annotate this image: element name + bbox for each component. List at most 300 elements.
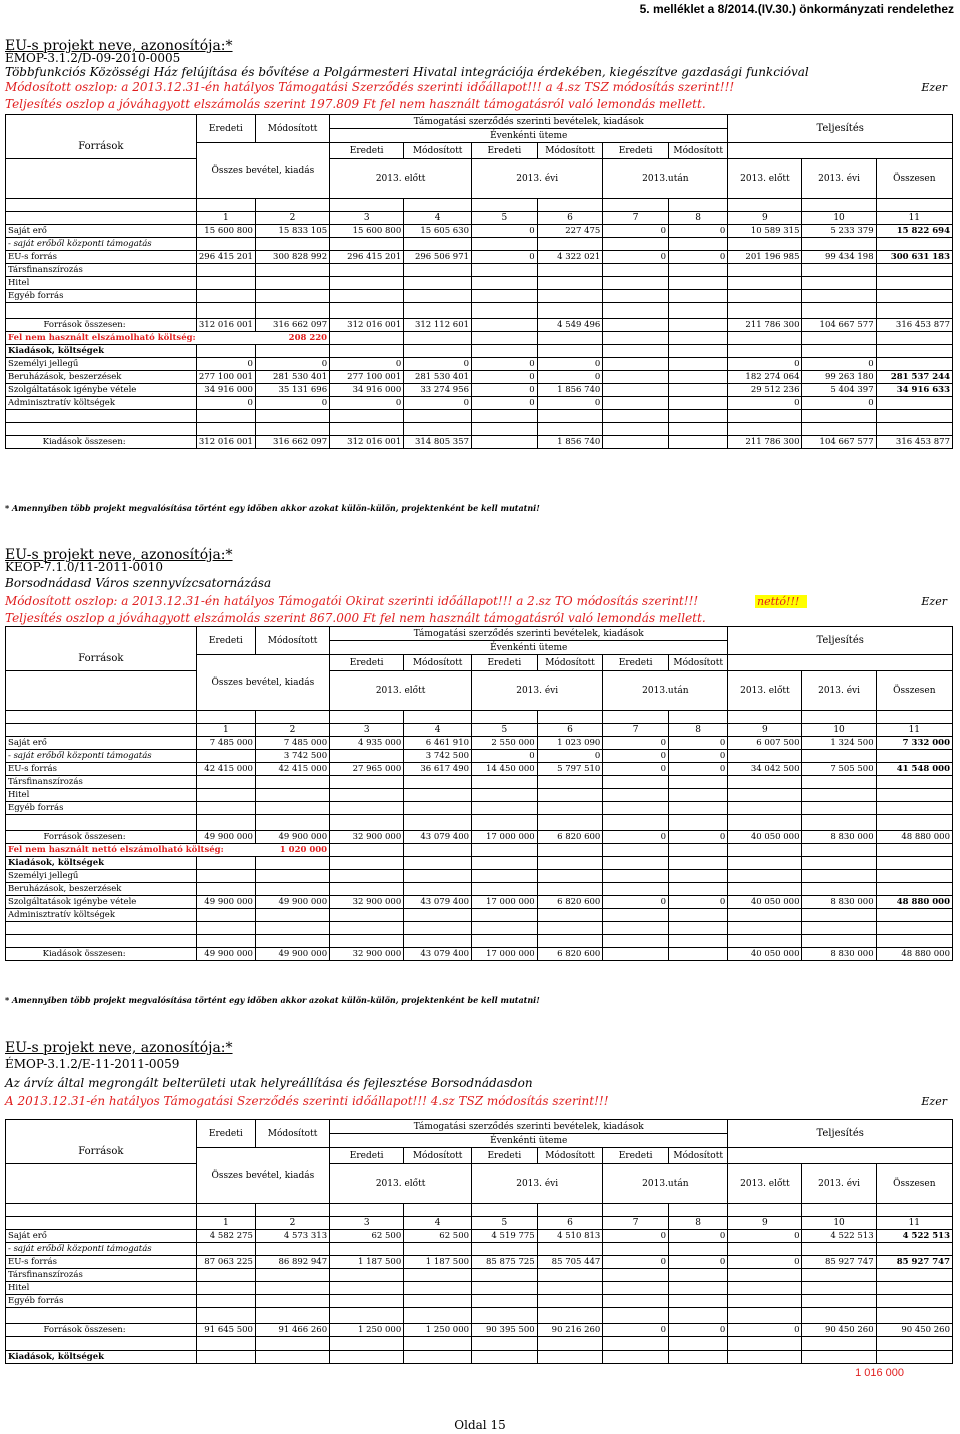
cell-value: 90 450 260	[876, 1324, 952, 1337]
cell-value: 0	[603, 1324, 669, 1337]
cell-value: 0	[472, 750, 538, 763]
cell-value: 43 079 400	[404, 831, 472, 844]
project-heading: EU-s projekt neve, azonosítója:*	[5, 38, 233, 54]
cell-value: 4 510 813	[537, 1230, 603, 1243]
table-row	[6, 238, 953, 251]
cell-value: 277 100 001	[196, 371, 255, 384]
financial-table	[5, 1119, 953, 1364]
cell-value: 316 662 097	[255, 319, 329, 332]
header-modositott: Módosított	[537, 1148, 603, 1164]
cell-value: 312 016 001	[330, 319, 404, 332]
cell-value: 312 112 601	[404, 319, 472, 332]
header-eredeti: Eredeti	[330, 655, 404, 671]
table-row	[6, 264, 953, 277]
cell-value: 14 450 000	[472, 763, 538, 776]
cell-value	[669, 397, 728, 410]
table-row	[6, 870, 953, 883]
cell-value: 3 742 500	[404, 750, 472, 763]
project-id: ÉMOP-3.1.2/D-09-2010-0005	[5, 51, 181, 65]
cell-value: 1 250 000	[330, 1324, 404, 1337]
col-number: 6	[537, 212, 603, 225]
column-numbers-row	[6, 724, 953, 737]
cell-value: 312 016 001	[196, 436, 255, 449]
cell-value: 277 100 001	[330, 371, 404, 384]
header-forrasok: Források	[6, 115, 197, 159]
cell-value: 0	[603, 1256, 669, 1269]
cell-value: 1 187 500	[330, 1256, 404, 1269]
header-utan: 2013.után	[603, 159, 728, 199]
cell-value: 0	[802, 358, 876, 371]
table-row	[6, 1256, 953, 1269]
table-row	[6, 1243, 953, 1256]
cell-value: 48 880 000	[876, 948, 952, 961]
cell-value: 1 187 500	[404, 1256, 472, 1269]
cell-value: 296 506 971	[404, 251, 472, 264]
cell-value: 5 404 397	[802, 384, 876, 397]
cell-value: 0	[669, 896, 728, 909]
column-numbers-row	[6, 1217, 953, 1230]
header-elott: 2013. előtt	[728, 1164, 802, 1204]
project-heading: EU-s projekt neve, azonosítója:*	[5, 547, 233, 563]
cell-value: 29 512 236	[728, 384, 802, 397]
row-label: Társfinanszírozás	[6, 264, 197, 277]
col-number: 9	[728, 212, 802, 225]
table-row	[6, 397, 953, 410]
page-header: 5. melléklet a 8/2014.(IV.30.) önkormányzati rendelethez	[639, 2, 954, 16]
header-elott: 2013. előtt	[330, 671, 472, 711]
cell-value: 211 786 300	[728, 319, 802, 332]
row-label: - saját erőből központi támogatás	[6, 1243, 197, 1256]
header-modositott: Módosított	[255, 627, 329, 655]
header-evi: 2013. évi	[802, 159, 876, 199]
cell-value: 62 500	[404, 1230, 472, 1243]
cell-value: 6 820 600	[537, 948, 603, 961]
header-elott: 2013. előtt	[330, 159, 472, 199]
cell-value	[603, 436, 669, 449]
completion-note: Teljesítés oszlop a jóváhagyott elszámolás szerint 867.000 Ft fel nem használt támogatásról való lemondás mellett.	[5, 611, 706, 625]
header-evi: 2013. évi	[472, 671, 603, 711]
cell-value: 300 631 183	[876, 251, 952, 264]
table-row	[6, 1295, 953, 1308]
header-evenkenti: Évenkénti üteme	[330, 129, 728, 143]
table-row	[6, 358, 953, 371]
table-row	[6, 909, 953, 922]
cell-value: 8 830 000	[802, 948, 876, 961]
unused-cost-value: 208 220	[196, 332, 329, 345]
header-tamogatasi: Támogatási szerződés szerinti bevételek, kiadások	[330, 1120, 728, 1134]
col-number: 4	[404, 1217, 472, 1230]
cell-value: 0	[330, 358, 404, 371]
col-number: 5	[472, 724, 538, 737]
cell-value	[472, 436, 538, 449]
cell-value: 0	[330, 397, 404, 410]
cell-value: 3 742 500	[255, 750, 329, 763]
row-label: Források összesen:	[6, 831, 197, 844]
modification-note: Módosított oszlop: a 2013.12.31-én hatályos Támogatói Okirat szerinti időállapot!!! a 2.sz TO módosítás szerint!!!	[5, 594, 699, 608]
cell-value: 0	[669, 1256, 728, 1269]
financial-table	[5, 114, 953, 449]
header-osszes: Összes bevétel, kiadás	[196, 1148, 329, 1204]
cell-value	[669, 358, 728, 371]
cell-value: 34 042 500	[728, 763, 802, 776]
financial-table	[5, 626, 953, 961]
header-modositott: Módosított	[404, 1148, 472, 1164]
cell-value: 40 050 000	[728, 831, 802, 844]
header-evi: 2013. évi	[472, 159, 603, 199]
cell-value: 0	[472, 371, 538, 384]
cell-value	[603, 358, 669, 371]
row-label: Kiadások, költségek	[6, 857, 197, 870]
cell-value: 0	[603, 737, 669, 750]
cell-value: 0	[669, 750, 728, 763]
cell-value: 312 016 001	[330, 436, 404, 449]
cell-value: 4 549 496	[537, 319, 603, 332]
header-elott: 2013. előtt	[330, 1164, 472, 1204]
cell-value	[669, 948, 728, 961]
cell-value: 0	[603, 251, 669, 264]
header-modositott: Módosított	[669, 655, 728, 671]
cell-value: 17 000 000	[472, 896, 538, 909]
cell-value: 314 805 357	[404, 436, 472, 449]
col-number: 6	[537, 1217, 603, 1230]
row-label: Beruházások, beszerzések	[6, 883, 197, 896]
cell-value: 10 589 315	[728, 225, 802, 238]
table-row-total	[6, 319, 953, 332]
cell-value: 6 461 910	[404, 737, 472, 750]
table-row	[6, 750, 953, 763]
header-osszesen: Összesen	[876, 1164, 952, 1204]
row-label: Társfinanszírozás	[6, 776, 197, 789]
row-label: Hitel	[6, 789, 197, 802]
cell-value: 0	[669, 763, 728, 776]
row-label: Adminisztratív költségek	[6, 909, 197, 922]
row-label: Adminisztratív költségek	[6, 397, 197, 410]
cell-value: 0	[728, 1230, 802, 1243]
cell-value: 7 485 000	[255, 737, 329, 750]
cell-value	[196, 750, 255, 763]
row-label: Saját erő	[6, 737, 197, 750]
cell-value: 104 667 577	[802, 436, 876, 449]
col-number: 9	[728, 724, 802, 737]
row-label: Kiadások összesen:	[6, 948, 197, 961]
col-number: 11	[876, 212, 952, 225]
col-number: 10	[802, 724, 876, 737]
cell-value: 49 900 000	[255, 831, 329, 844]
col-number: 8	[669, 724, 728, 737]
col-number: 9	[728, 1217, 802, 1230]
column-numbers-row	[6, 212, 953, 225]
cell-value	[603, 384, 669, 397]
cell-value: 42 415 000	[196, 763, 255, 776]
cell-value: 211 786 300	[728, 436, 802, 449]
cell-value	[669, 384, 728, 397]
cell-value: 4 522 513	[876, 1230, 952, 1243]
cell-value: 5 797 510	[537, 763, 603, 776]
header-eredeti: Eredeti	[330, 1148, 404, 1164]
row-label: Saját erő	[6, 1230, 197, 1243]
header-teljesites: Teljesítés	[728, 1120, 953, 1148]
cell-value	[669, 436, 728, 449]
cell-value: 4 935 000	[330, 737, 404, 750]
unit-label: Ezer	[921, 595, 947, 608]
cell-value: 5 233 379	[802, 225, 876, 238]
cell-value: 0	[669, 737, 728, 750]
cell-value: 0	[537, 750, 603, 763]
cell-value: 48 880 000	[876, 831, 952, 844]
cell-value: 0	[728, 1256, 802, 1269]
row-label: Források összesen:	[6, 319, 197, 332]
cell-value: 6 820 600	[537, 896, 603, 909]
header-osszes: Összes bevétel, kiadás	[196, 143, 329, 199]
cell-value: 32 900 000	[330, 831, 404, 844]
cell-value: 281 537 244	[876, 371, 952, 384]
header-eredeti: Eredeti	[603, 143, 669, 159]
header-teljesites: Teljesítés	[728, 115, 953, 143]
cell-value: 227 475	[537, 225, 603, 238]
table-row	[6, 763, 953, 776]
cell-value: 43 079 400	[404, 896, 472, 909]
row-label: - saját erőből központi támogatás	[6, 238, 197, 251]
table-row	[6, 1282, 953, 1295]
table-row	[6, 776, 953, 789]
cell-value: 0	[603, 225, 669, 238]
page-footer: Oldal 15	[454, 1418, 506, 1432]
cell-value: 1 856 740	[537, 384, 603, 397]
cell-value: 40 050 000	[728, 948, 802, 961]
header-modositott: Módosított	[669, 143, 728, 159]
cell-value: 15 600 800	[196, 225, 255, 238]
row-label: Források összesen:	[6, 1324, 197, 1337]
row-label: Személyi jellegű	[6, 358, 197, 371]
cell-value: 0	[669, 831, 728, 844]
cell-value: 0	[537, 371, 603, 384]
cell-value: 0	[472, 358, 538, 371]
table-row	[6, 1269, 953, 1282]
cell-value: 0	[404, 358, 472, 371]
col-number: 3	[330, 212, 404, 225]
cell-value: 0	[669, 225, 728, 238]
table-row	[6, 225, 953, 238]
table-row-total	[6, 436, 953, 449]
cell-value: 34 916 000	[196, 384, 255, 397]
table-row	[6, 802, 953, 815]
completion-note: Teljesítés oszlop a jóváhagyott elszámolás szerint 197.809 Ft fel nem használt támogatásról való lemondás mellett.	[5, 97, 706, 111]
project-heading: EU-s projekt neve, azonosítója:*	[5, 1040, 233, 1056]
table-row	[6, 737, 953, 750]
cell-value: 32 900 000	[330, 896, 404, 909]
col-number: 6	[537, 724, 603, 737]
cell-value: 0	[669, 1230, 728, 1243]
cell-value: 15 600 800	[330, 225, 404, 238]
cell-value: 99 263 180	[802, 371, 876, 384]
cell-value: 15 605 630	[404, 225, 472, 238]
cell-value: 0	[728, 1324, 802, 1337]
cell-value	[876, 750, 952, 763]
cell-value: 34 916 000	[330, 384, 404, 397]
cell-value: 7 485 000	[196, 737, 255, 750]
cell-value: 17 000 000	[472, 831, 538, 844]
table-row	[6, 789, 953, 802]
col-number: 3	[330, 724, 404, 737]
col-number: 10	[802, 1217, 876, 1230]
cell-value: 316 453 877	[876, 319, 952, 332]
table-row	[6, 371, 953, 384]
cell-value: 35 131 696	[255, 384, 329, 397]
col-number: 1	[196, 724, 255, 737]
cell-value	[876, 397, 952, 410]
project-id: ÉMOP-3.1.2/E-11-2011-0059	[5, 1057, 180, 1071]
cell-value: 1 023 090	[537, 737, 603, 750]
cell-value: 4 582 275	[196, 1230, 255, 1243]
header-modositott: Módosított	[537, 655, 603, 671]
row-label: Egyéb forrás	[6, 1295, 197, 1308]
cell-value	[472, 319, 538, 332]
cell-value: 4 573 313	[255, 1230, 329, 1243]
table-row	[6, 1230, 953, 1243]
header-modositott: Módosított	[404, 655, 472, 671]
project-name: Borsodnádasd Város szennyvízcsatornázása	[5, 576, 272, 590]
cell-value: 49 900 000	[196, 896, 255, 909]
cell-value: 0	[255, 358, 329, 371]
cell-value: 0	[802, 397, 876, 410]
cell-value: 0	[537, 358, 603, 371]
cell-value	[669, 371, 728, 384]
cell-value: 104 667 577	[802, 319, 876, 332]
table-row-total	[6, 1324, 953, 1337]
cell-value: 90 450 260	[802, 1324, 876, 1337]
cell-value: 0	[472, 225, 538, 238]
header-eredeti: Eredeti	[472, 655, 538, 671]
cell-value: 86 892 947	[255, 1256, 329, 1269]
header-modositott: Módosított	[404, 143, 472, 159]
col-number: 4	[404, 724, 472, 737]
cell-value: 33 274 956	[404, 384, 472, 397]
cell-value: 182 274 064	[728, 371, 802, 384]
cell-value: 99 434 198	[802, 251, 876, 264]
cell-value: 4 322 021	[537, 251, 603, 264]
cell-value: 7 505 500	[802, 763, 876, 776]
cell-value: 0	[472, 251, 538, 264]
header-tamogatasi: Támogatási szerződés szerinti bevételek, kiadások	[330, 627, 728, 641]
row-label: Kiadások összesen:	[6, 436, 197, 449]
cell-value: 2 550 000	[472, 737, 538, 750]
row-label: - saját erőből központi támogatás	[6, 750, 197, 763]
header-modositott: Módosított	[255, 115, 329, 143]
cell-value: 49 900 000	[196, 831, 255, 844]
cell-value	[603, 319, 669, 332]
row-label: Egyéb forrás	[6, 802, 197, 815]
cell-value: 312 016 001	[196, 319, 255, 332]
cell-value: 85 927 747	[802, 1256, 876, 1269]
cell-value: 1 856 740	[537, 436, 603, 449]
col-number: 5	[472, 212, 538, 225]
col-number: 3	[330, 1217, 404, 1230]
header-evi: 2013. évi	[472, 1164, 603, 1204]
cell-value: 0	[255, 397, 329, 410]
cell-value: 300 828 992	[255, 251, 329, 264]
cell-value	[802, 750, 876, 763]
header-eredeti: Eredeti	[196, 627, 255, 655]
col-number: 8	[669, 1217, 728, 1230]
col-number: 11	[876, 1217, 952, 1230]
cell-value: 1 324 500	[802, 737, 876, 750]
cell-value: 0	[728, 358, 802, 371]
cell-value	[728, 750, 802, 763]
cell-value: 6 820 600	[537, 831, 603, 844]
col-number: 10	[802, 212, 876, 225]
cell-value: 91 466 260	[255, 1324, 329, 1337]
row-label: EU-s forrás	[6, 763, 197, 776]
row-label: Egyéb forrás	[6, 290, 197, 303]
cell-value: 32 900 000	[330, 948, 404, 961]
header-evenkenti: Évenkénti üteme	[330, 641, 728, 655]
cell-value: 42 415 000	[255, 763, 329, 776]
cell-value: 0	[196, 397, 255, 410]
cell-value: 4 519 775	[472, 1230, 538, 1243]
unit-label: Ezer	[921, 1095, 947, 1108]
cell-value: 8 830 000	[802, 831, 876, 844]
cell-value: 0	[472, 384, 538, 397]
header-eredeti: Eredeti	[603, 655, 669, 671]
cell-value: 49 900 000	[255, 896, 329, 909]
cell-value: 85 927 747	[876, 1256, 952, 1269]
table-row	[6, 290, 953, 303]
cell-value: 15 822 694	[876, 225, 952, 238]
cell-value: 281 530 401	[404, 371, 472, 384]
header-elott: 2013. előtt	[728, 159, 802, 199]
header-tamogatasi: Támogatási szerződés szerinti bevételek, kiadások	[330, 115, 728, 129]
header-evi: 2013. évi	[802, 671, 876, 711]
header-eredeti: Eredeti	[196, 115, 255, 143]
cell-value: 48 880 000	[876, 896, 952, 909]
cell-value: 0	[603, 763, 669, 776]
cell-value: 0	[603, 750, 669, 763]
unused-cost-label: Fel nem használt elszámolható költség:	[6, 332, 197, 345]
table-row-total	[6, 948, 953, 961]
unit-label: Ezer	[921, 81, 947, 94]
cell-value: 0	[537, 397, 603, 410]
footnote: * Amennyiben több projekt megvalósítása történt egy időben akkor azokat külön-külön, projektenként be kell mutatni!	[5, 503, 540, 513]
header-eredeti: Eredeti	[603, 1148, 669, 1164]
netto-highlight: nettó!!!	[755, 595, 807, 608]
cell-value: 0	[404, 397, 472, 410]
header-osszesen: Összesen	[876, 159, 952, 199]
header-modositott: Módosított	[669, 1148, 728, 1164]
project-name: Többfunkciós Közösségi Ház felújítása és bővítése a Polgármesteri Hivatal integrációja érdekében, kiegészítve gazdasági funkcióval	[5, 65, 809, 79]
cell-value: 0	[728, 397, 802, 410]
header-utan: 2013.után	[603, 671, 728, 711]
cell-value: 281 530 401	[255, 371, 329, 384]
col-number: 7	[603, 724, 669, 737]
row-label: Hitel	[6, 1282, 197, 1295]
col-number: 11	[876, 724, 952, 737]
row-label: Személyi jellegű	[6, 870, 197, 883]
header-osszes: Összes bevétel, kiadás	[196, 655, 329, 711]
row-label: Saját erő	[6, 225, 197, 238]
cell-value: 27 965 000	[330, 763, 404, 776]
table-row-total	[6, 831, 953, 844]
col-number: 2	[255, 1217, 329, 1230]
cell-value: 201 196 985	[728, 251, 802, 264]
row-label: EU-s forrás	[6, 1256, 197, 1269]
cell-value	[876, 358, 952, 371]
row-label: Kiadások, költségek	[6, 345, 197, 358]
cell-value: 34 916 633	[876, 384, 952, 397]
cell-value: 0	[669, 251, 728, 264]
col-number: 7	[603, 1217, 669, 1230]
header-forrasok: Források	[6, 627, 197, 671]
cell-value: 296 415 201	[330, 251, 404, 264]
